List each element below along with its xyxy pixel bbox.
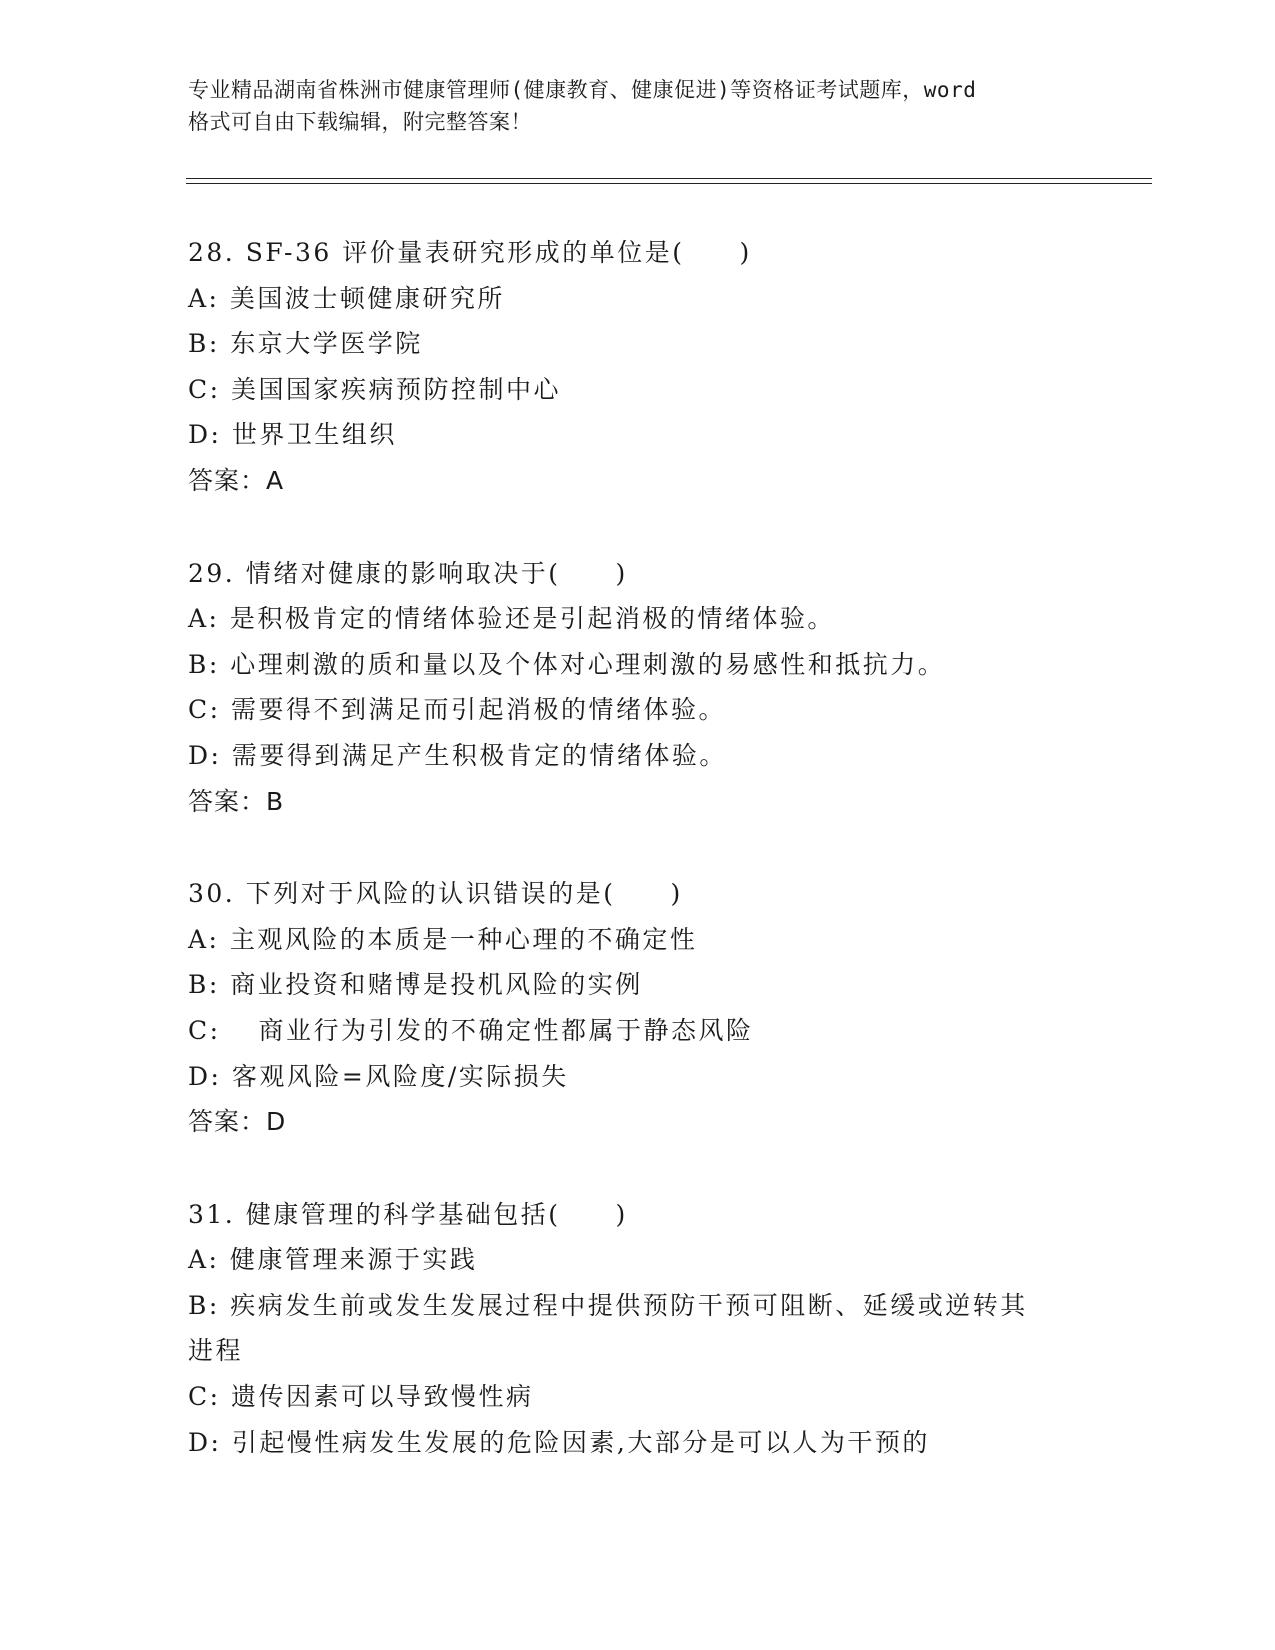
question-stem: 30. 下列对于风险的认识错误的是( ) [188, 879, 683, 909]
option-b-continuation: 进程 [188, 1336, 244, 1366]
option-b: B: 心理刺激的质和量以及个体对心理刺激的易感性和抵抗力。 [188, 649, 946, 679]
question-list [188, 230, 1088, 1512]
document-header [188, 74, 1088, 138]
option-c: C: 需要得不到满足而引起消极的情绪体验。 [188, 695, 726, 725]
question-30 [188, 871, 1088, 1145]
header-line-2: 格式可自由下载编辑，附完整答案！ [188, 110, 532, 134]
header-line-1: 专业精品湖南省株洲市健康管理师(健康教育、健康促进)等资格证考试题库，word [188, 78, 977, 102]
option-c: C: 商业行为引发的不确定性都属于静态风险 [188, 1015, 754, 1045]
option-b: B: 疾病发生前或发生发展过程中提供预防干预可阻断、延缓或逆转其 [188, 1290, 1028, 1320]
header-divider-bottom [186, 183, 1152, 184]
question-stem: 31. 健康管理的科学基础包括( ) [188, 1199, 628, 1229]
question-stem: 29. 情绪对健康的影响取决于( ) [188, 558, 628, 588]
option-d: D: 客观风险=风险度/实际损失 [188, 1061, 569, 1091]
answer-label: 答案：B [188, 786, 285, 816]
question-31 [188, 1192, 1088, 1466]
option-b: B: 商业投资和赌博是投机风险的实例 [188, 970, 643, 1000]
option-d: D: 需要得到满足产生积极肯定的情绪体验。 [188, 740, 727, 770]
option-a: A: 健康管理来源于实践 [188, 1245, 478, 1275]
option-c: C: 美国国家疾病预防控制中心 [188, 374, 561, 404]
option-a: A: 主观风险的本质是一种心理的不确定性 [188, 924, 698, 954]
answer-label: 答案：A [188, 465, 285, 495]
question-29 [188, 551, 1088, 825]
option-c: C: 遗传因素可以导致慢性病 [188, 1382, 534, 1412]
question-stem: 28. SF-36 评价量表研究形成的单位是( ) [188, 238, 752, 267]
question-28 [188, 230, 1088, 504]
header-divider-top [186, 178, 1152, 179]
option-b: B: 东京大学医学院 [188, 329, 423, 359]
option-d: D: 世界卫生组织 [188, 420, 397, 450]
option-a: A: 美国波士顿健康研究所 [188, 283, 505, 313]
answer-label: 答案：D [188, 1107, 287, 1137]
option-d: D: 引起慢性病发生发展的危险因素,大部分是可以人为干预的 [188, 1427, 930, 1457]
option-a: A: 是积极肯定的情绪体验还是引起消极的情绪体验。 [188, 604, 835, 634]
